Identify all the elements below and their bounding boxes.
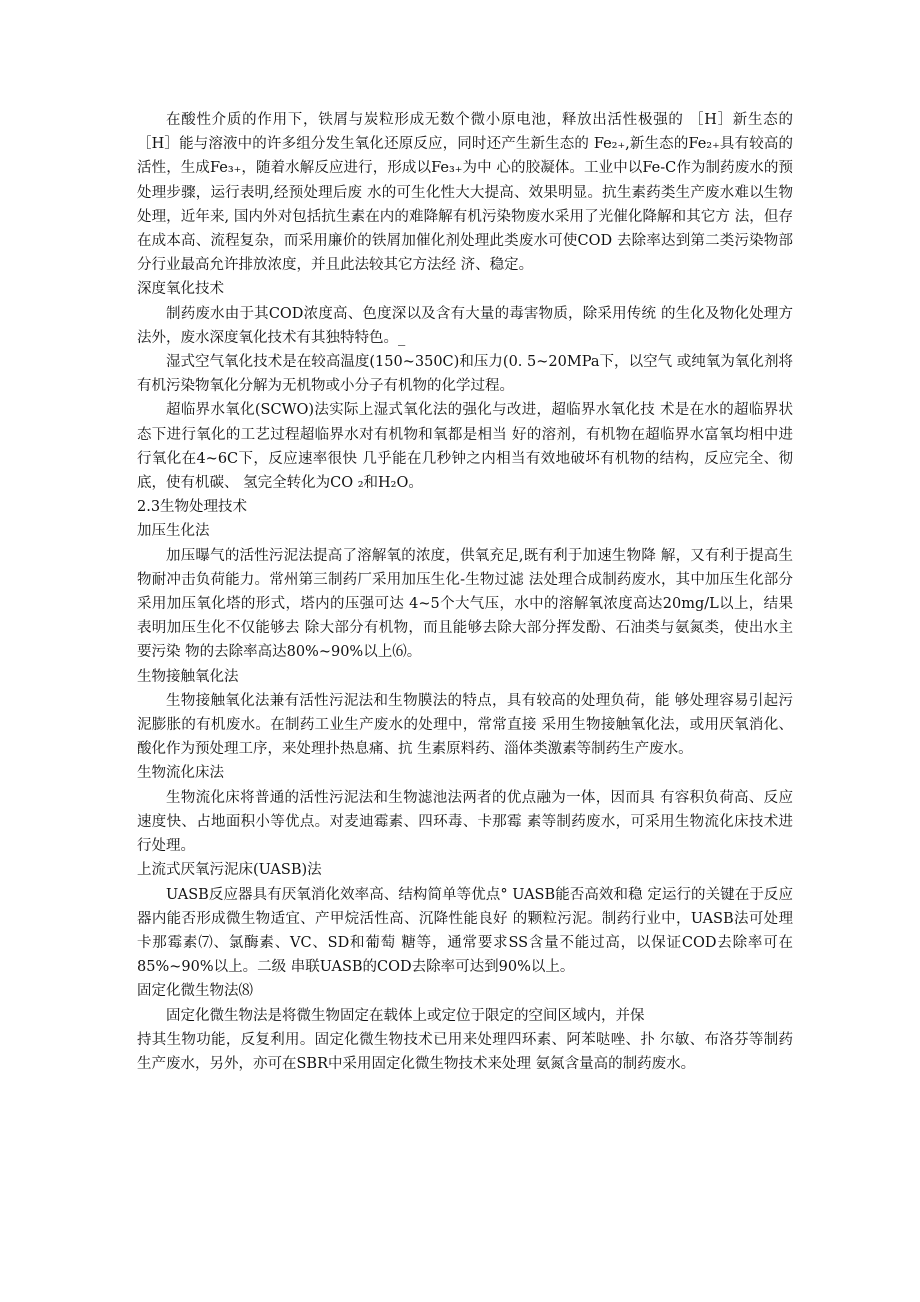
paragraph-wet-air-oxidation: 湿式空气氧化技术是在较高温度(150~350C)和压力(0. 5~20MPa下，以空气 或纯氧为氧化剂将有机污染物氧化分解为无机物或小分子有机物的化学过程。 [137, 354, 793, 395]
paragraph-scwo: 超临界水氧化(SCWO)法实际上湿式氧化法的强化与改进，超临界水氧化技 术是在水的超临界状态下进行氧化的工艺过程超临界水对有机物和氧都是相当 好的溶剂，有机物在超临界水富氧均相中进行氧化在4~6C下，反应速率很快 几乎能在几秒钟之内相当有效地破坏有机物的结构，反应完全、彻底，使有机碳、 氢完全转化为CO ₂和H₂O。 [137, 402, 793, 492]
heading-pressurized-biochem: 加压生化法 [137, 523, 210, 540]
paragraph-contact-oxidation: 生物接触氧化法兼有活性污泥法和生物膜法的特点，具有较高的处理负荷，能 够处理容易引起污泥膨胀的有机废水。在制药工业生产废水的处理中，常常直接 采用生物接触氧化法，或用厌氧消化、酸化作为预处理工序，来处理扑热息痛、抗 生素原料药、淄体类激素等制药生产废水。 [137, 692, 793, 758]
heading-immobilized: 固定化微生物法⑻ [137, 983, 253, 1000]
paragraph-fluidized-bed: 生物流化床将普通的活性污泥法和生物滤池法两者的优点融为一体，因而具 有容积负荷高、反应速度快、占地面积小等优点。对麦迪霉素、四环毒、卡那霉 素等制药废水，可采用生物流化床技术进行处理。 [137, 789, 793, 855]
heading-uasb: 上流式厌氧污泥床(UASB)法 [137, 862, 322, 879]
paragraph-immobilized-first-line: 固定化微生物法是将微生物固定在载体上或定位于限定的空间区域内，并保 [166, 1007, 645, 1024]
paragraph-immobilized-rest: 持其生物功能，反复利用。固定化微生物技术已用来处理四环素、阿苯哒唑、扑 尔敏、布洛芬等制药生产废水，另外，亦可在SBR中采用固定化微生物技术来处理 氨氮含量高的制药废水。 [137, 1031, 793, 1072]
document-page [137, 108, 793, 1076]
paragraph-uasb: UASB反应器具有厌氧消化效率高、结构简单等优点° UASB能否高效和稳 定运行的关键在于反应器内能否形成微生物适宜、产甲烷活性高、沉降性能良好 的颗粒污泥。制药行业中，UASB法可处理卡那霉素⑺、氯酶素、VC、SD和葡萄 糖等，通常要求SS含量不能过高，以保证COD去除率可在85%~90%以上。二级 串联UASB的COD去除率可达到90%以上。 [137, 886, 793, 976]
heading-fluidized-bed: 生物流化床法 [137, 765, 224, 782]
paragraph-deep-oxidation-intro: 制药废水由于其COD浓度高、色度深以及含有大量的毒害物质，除采用传统 的生化及物化处理方法外，废水深度氧化技术有其独特特色。_ [137, 305, 793, 346]
paragraph-pressurized-biochem: 加压曝气的活性污泥法提高了溶解氧的浓度，供氧充足,既有利于加速生物降 解，又有利于提高生物耐冲击负荷能力。常州第三制药厂采用加压生化-生物过滤 法处理合成制药废水，其中加压生化部分采用加压氧化塔的形式，塔内的压强可达 4~5个大气压，水中的溶解氧浓度高达20mg/L以上，结果表明加压生化不仅能够去 除大部分有机物，而且能够去除大部分挥发酚、石油类与氨氮类，使出水主要污染 物的去除率高达80%~90%以上⑹。 [137, 547, 793, 661]
heading-section-2-3: 2.3生物处理技术 [137, 499, 248, 516]
paragraph-iron-carbon: 在酸性介质的作用下，铁屑与炭粒形成无数个微小原电池，释放出活性极强的 ［H］新生态的［H］能与溶液中的许多组分发生氧化还原反应，同时还产生新生态的 Fe₂₊,新生态的Fe₂₊具有较高的活性，生成Fe₃₊，随着水解反应进行，形成以Fe₃₊为中 心的胶凝体。工业中以Fe-C作为制药废水的预处理步骤，运行表明,经预处理后废 水的可生化性大大提高、效果明显。抗生素药类生产废水难以生物处理，近年来, 国内外对包括抗生素在内的难降解有机污染物废水采用了光催化降解和其它方 法，但存在成本高、流程复杂，而采用廉价的铁屑加催化剂处理此类废水可使COD 去除率达到第二类污染物部分行业最高允许排放浓度，并且此法较其它方法经 济、稳定。 [137, 112, 793, 274]
heading-deep-oxidation: 深度氧化技术 [137, 281, 224, 298]
heading-contact-oxidation: 生物接触氧化法 [137, 668, 239, 685]
